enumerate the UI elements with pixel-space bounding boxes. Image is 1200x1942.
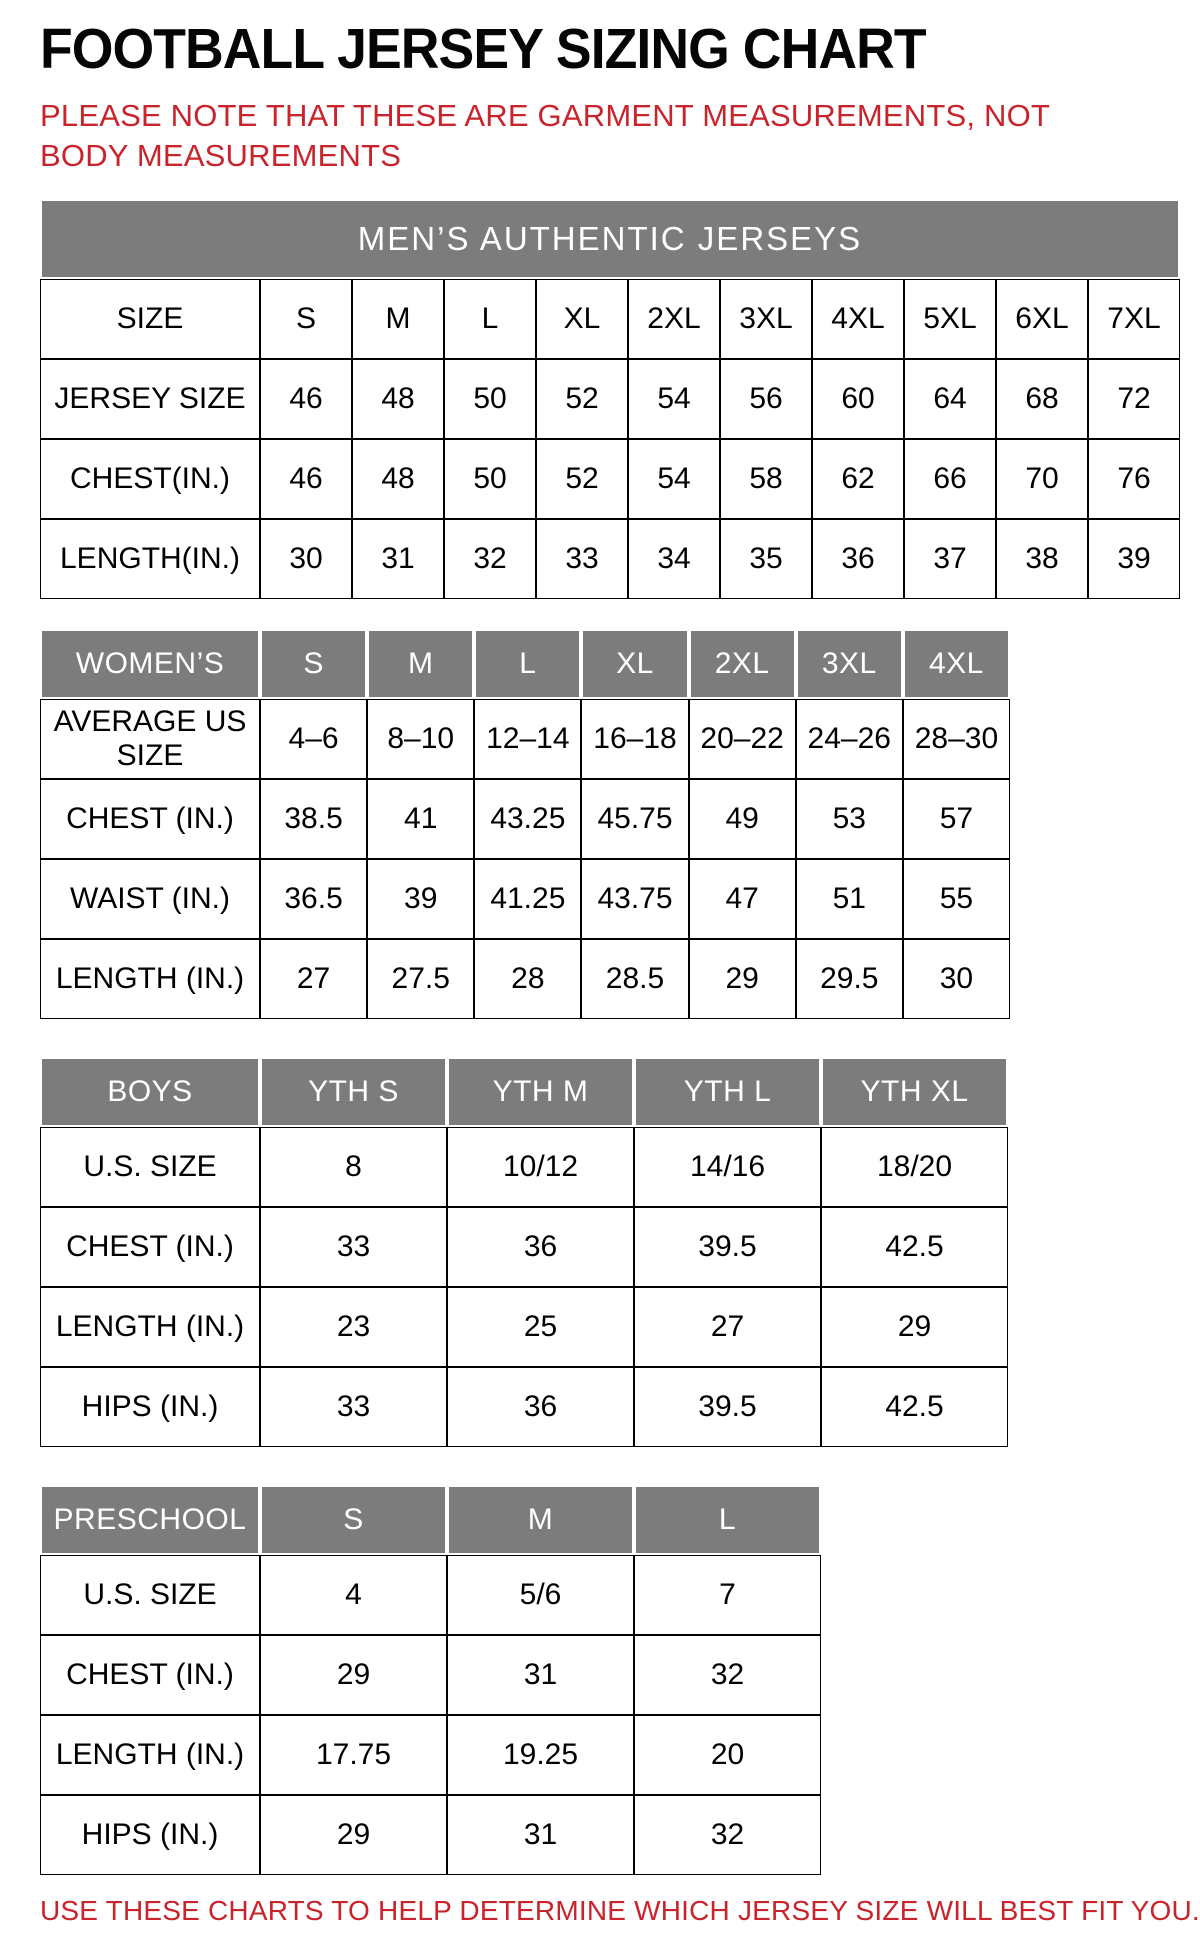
- column-header: M: [367, 629, 474, 699]
- table-row: [40, 359, 1180, 439]
- table-header-row: [40, 1057, 1008, 1127]
- column-header: S: [260, 1485, 447, 1555]
- cell-value: 36.5: [260, 859, 367, 939]
- cell-value: XL: [536, 279, 628, 359]
- cell-value: 54: [628, 439, 720, 519]
- cell-value: 30: [903, 939, 1010, 1019]
- row-label: JERSEY SIZE: [40, 359, 260, 439]
- cell-value: 27: [260, 939, 367, 1019]
- cell-value: 38: [996, 519, 1088, 599]
- cell-value: 60: [812, 359, 904, 439]
- cell-value: 72: [1088, 359, 1180, 439]
- cell-value: 48: [352, 439, 444, 519]
- row-label: HIPS (IN.): [40, 1795, 260, 1875]
- mens-authentic-jerseys-table: [40, 199, 1180, 599]
- cell-value: S: [260, 279, 352, 359]
- cell-value: 27: [634, 1287, 821, 1367]
- cell-value: 35: [720, 519, 812, 599]
- cell-value: 29: [260, 1635, 447, 1715]
- row-label: AVERAGE US SIZE: [40, 699, 260, 779]
- column-header: M: [447, 1485, 634, 1555]
- table-row: [40, 699, 1010, 779]
- row-label: HIPS (IN.): [40, 1367, 260, 1447]
- cell-value: 17.75: [260, 1715, 447, 1795]
- cell-value: 39: [1088, 519, 1180, 599]
- table-corner-header: WOMEN’S: [40, 629, 260, 699]
- cell-value: 39.5: [634, 1367, 821, 1447]
- table-row: [40, 1367, 1008, 1447]
- page-title: FOOTBALL JERSEY SIZING CHART: [40, 17, 926, 81]
- column-header: YTH M: [447, 1057, 634, 1127]
- cell-value: 36: [447, 1207, 634, 1287]
- table-row: [40, 519, 1180, 599]
- cell-value: 41.25: [474, 859, 581, 939]
- cell-value: 4XL: [812, 279, 904, 359]
- column-header: S: [260, 629, 367, 699]
- cell-value: 3XL: [720, 279, 812, 359]
- cell-value: 4: [260, 1555, 447, 1635]
- cell-value: 46: [260, 439, 352, 519]
- table-row: [40, 1715, 821, 1795]
- cell-value: 25: [447, 1287, 634, 1367]
- table-corner-header: BOYS: [40, 1057, 260, 1127]
- cell-value: 32: [444, 519, 536, 599]
- column-header: L: [634, 1485, 821, 1555]
- column-header: 3XL: [796, 629, 903, 699]
- row-label: LENGTH(IN.): [40, 519, 260, 599]
- cell-value: 33: [260, 1207, 447, 1287]
- row-label: U.S. SIZE: [40, 1127, 260, 1207]
- cell-value: 14/16: [634, 1127, 821, 1207]
- cell-value: 29: [689, 939, 796, 1019]
- cell-value: 23: [260, 1287, 447, 1367]
- cell-value: 24–26: [796, 699, 903, 779]
- column-header: YTH S: [260, 1057, 447, 1127]
- row-label: LENGTH (IN.): [40, 939, 260, 1019]
- cell-value: 27.5: [367, 939, 474, 1019]
- row-label: LENGTH (IN.): [40, 1287, 260, 1367]
- cell-value: 19.25: [447, 1715, 634, 1795]
- cell-value: 12–14: [474, 699, 581, 779]
- row-label: CHEST (IN.): [40, 779, 260, 859]
- column-header: 4XL: [903, 629, 1010, 699]
- cell-value: 29: [821, 1287, 1008, 1367]
- cell-value: 33: [536, 519, 628, 599]
- table-row: [40, 859, 1010, 939]
- cell-value: 45.75: [581, 779, 688, 859]
- cell-value: 32: [634, 1635, 821, 1715]
- cell-value: 33: [260, 1367, 447, 1447]
- table-row: [40, 1635, 821, 1715]
- table-row: [40, 1127, 1008, 1207]
- cell-value: 50: [444, 439, 536, 519]
- cell-value: 28: [474, 939, 581, 1019]
- table-row: [40, 1207, 1008, 1287]
- cell-value: 48: [352, 359, 444, 439]
- table-row: [40, 439, 1180, 519]
- cell-value: 18/20: [821, 1127, 1008, 1207]
- cell-value: 5XL: [904, 279, 996, 359]
- cell-value: 50: [444, 359, 536, 439]
- cell-value: 16–18: [581, 699, 688, 779]
- row-label: WAIST (IN.): [40, 859, 260, 939]
- cell-value: 54: [628, 359, 720, 439]
- cell-value: 66: [904, 439, 996, 519]
- cell-value: 51: [796, 859, 903, 939]
- cell-value: 28–30: [903, 699, 1010, 779]
- cell-value: M: [352, 279, 444, 359]
- womens-sizing-table: [40, 629, 1010, 1019]
- cell-value: 52: [536, 359, 628, 439]
- cell-value: 36: [447, 1367, 634, 1447]
- cell-value: 5/6: [447, 1555, 634, 1635]
- cell-value: 31: [447, 1635, 634, 1715]
- column-header: XL: [581, 629, 688, 699]
- cell-value: 37: [904, 519, 996, 599]
- cell-value: 39: [367, 859, 474, 939]
- table-row: [40, 1795, 821, 1875]
- cell-value: 20–22: [689, 699, 796, 779]
- cell-value: L: [444, 279, 536, 359]
- cell-value: 28.5: [581, 939, 688, 1019]
- table-banner-row: [40, 199, 1180, 279]
- cell-value: 52: [536, 439, 628, 519]
- table-row: [40, 1555, 821, 1635]
- cell-value: 4–6: [260, 699, 367, 779]
- cell-value: 8: [260, 1127, 447, 1207]
- cell-value: 32: [634, 1795, 821, 1875]
- cell-value: 29.5: [796, 939, 903, 1019]
- row-label: CHEST (IN.): [40, 1635, 260, 1715]
- cell-value: 43.25: [474, 779, 581, 859]
- table-row: [40, 279, 1180, 359]
- preschool-sizing-table: [40, 1485, 821, 1875]
- cell-value: 7: [634, 1555, 821, 1635]
- row-label: SIZE: [40, 279, 260, 359]
- cell-value: 10/12: [447, 1127, 634, 1207]
- cell-value: 8–10: [367, 699, 474, 779]
- cell-value: 58: [720, 439, 812, 519]
- cell-value: 38.5: [260, 779, 367, 859]
- cell-value: 56: [720, 359, 812, 439]
- cell-value: 31: [352, 519, 444, 599]
- cell-value: 7XL: [1088, 279, 1180, 359]
- cell-value: 76: [1088, 439, 1180, 519]
- cell-value: 46: [260, 359, 352, 439]
- cell-value: 36: [812, 519, 904, 599]
- cell-value: 31: [447, 1795, 634, 1875]
- cell-value: 68: [996, 359, 1088, 439]
- table-row: [40, 1287, 1008, 1367]
- cell-value: 57: [903, 779, 1010, 859]
- table-row: [40, 779, 1010, 859]
- table-header-row: [40, 629, 1010, 699]
- cell-value: 43.75: [581, 859, 688, 939]
- column-header: YTH L: [634, 1057, 821, 1127]
- cell-value: 42.5: [821, 1367, 1008, 1447]
- row-label: U.S. SIZE: [40, 1555, 260, 1635]
- cell-value: 49: [689, 779, 796, 859]
- cell-value: 20: [634, 1715, 821, 1795]
- column-header: L: [474, 629, 581, 699]
- footer-note: USE THESE CHARTS TO HELP DETERMINE WHICH JERSEY SIZE WILL BEST FIT YOU.: [40, 1895, 1200, 1927]
- cell-value: 39.5: [634, 1207, 821, 1287]
- table-corner-header: PRESCHOOL: [40, 1485, 260, 1555]
- cell-value: 6XL: [996, 279, 1088, 359]
- table-banner: MEN’S AUTHENTIC JERSEYS: [40, 199, 1180, 279]
- cell-value: 47: [689, 859, 796, 939]
- boys-sizing-table: [40, 1057, 1008, 1447]
- row-label: LENGTH (IN.): [40, 1715, 260, 1795]
- cell-value: 42.5: [821, 1207, 1008, 1287]
- cell-value: 64: [904, 359, 996, 439]
- cell-value: 55: [903, 859, 1010, 939]
- cell-value: 62: [812, 439, 904, 519]
- cell-value: 53: [796, 779, 903, 859]
- row-label: CHEST (IN.): [40, 1207, 260, 1287]
- cell-value: 70: [996, 439, 1088, 519]
- cell-value: 41: [367, 779, 474, 859]
- column-header: 2XL: [689, 629, 796, 699]
- row-label: CHEST(IN.): [40, 439, 260, 519]
- column-header: YTH XL: [821, 1057, 1008, 1127]
- cell-value: 30: [260, 519, 352, 599]
- garment-measurement-note: PLEASE NOTE THAT THESE ARE GARMENT MEASUREMENTS, NOT BODY MEASUREMENTS: [40, 97, 1050, 173]
- cell-value: 2XL: [628, 279, 720, 359]
- table-header-row: [40, 1485, 821, 1555]
- table-row: [40, 939, 1010, 1019]
- cell-value: 29: [260, 1795, 447, 1875]
- cell-value: 34: [628, 519, 720, 599]
